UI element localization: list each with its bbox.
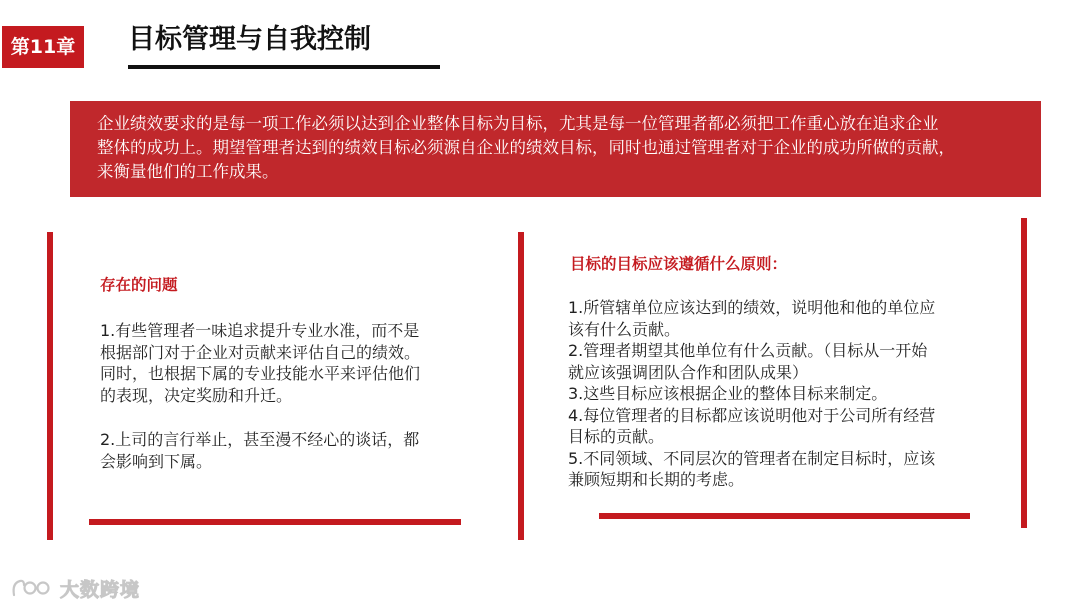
right-panel-right-bar [1021,218,1027,528]
right-panel-list [568,297,1008,491]
right-list-line: 该有什么贡献。 [568,319,681,339]
left-paragraph-2-line: 会影响到下属。 [100,451,213,471]
chapter-badge: 第11章 [2,26,84,68]
intro-box [70,101,1041,197]
watermark [10,573,140,603]
left-paragraph-1-line: 1.有些管理者一味追求提升专业水准，而不是 [100,321,420,340]
brand-logo-icon [10,575,54,601]
watermark-text: 大数跨境 [60,578,141,601]
right-list-line: 4.每位管理者的目标都应该说明他对于公司所有经营 [568,405,936,425]
title-underline [128,65,440,69]
right-list-line: 兼顾短期和长期的考虑。 [568,470,745,489]
left-panel-heading: 存在的问题 [100,276,178,294]
right-list-line: 就应该强调团队合作和团队成果） [568,362,809,382]
page-title: 目标管理与自我控制 [128,24,371,55]
left-paragraph-1-line: 的表现，决定奖励和升迁。 [100,385,293,405]
left-panel-left-bar [47,232,53,540]
left-paragraph-1-line: 根据部门对于企业对贡献来评估自己的绩效。 [100,342,421,362]
left-panel-bottom-bar [89,519,461,525]
left-panel-paragraph-1 [100,320,500,406]
left-paragraph-1-line: 同时，也根据下属的专业技能水平来评估他们 [100,364,421,383]
left-panel-right-bar [518,232,524,540]
intro-text [97,112,1019,184]
intro-line: 整体的成功上。期望管理者达到的绩效目标必须源自企业的绩效目标，同时也通过管理者对于企业的成功所做的贡献， [97,138,955,157]
intro-line: 企业绩效要求的是每一项工作必须以达到企业整体目标为目标，尤其是每一位管理者都必须把工作重心放在追求企业 [97,114,939,133]
right-list-line: 3.这些目标应该根据企业的整体目标来制定。 [568,384,888,403]
right-panel-heading: 目标的目标应该遵循什么原则： [570,255,788,273]
right-list-line: 2.管理者期望其他单位有什么贡献。（目标从一开始 [568,341,928,360]
right-panel-bottom-bar [599,513,970,519]
intro-line: 来衡量他们的工作成果。 [97,162,279,181]
right-list-line: 1.所管辖单位应该达到的绩效，说明他和他的单位应 [568,298,936,317]
left-paragraph-2-line: 2.上司的言行举止，甚至漫不经心的谈话，都 [100,430,420,449]
left-panel-paragraph-2 [100,429,500,472]
right-list-line: 目标的贡献。 [568,427,665,446]
right-list-line: 5.不同领域、不同层次的管理者在制定目标时，应该 [568,448,936,468]
